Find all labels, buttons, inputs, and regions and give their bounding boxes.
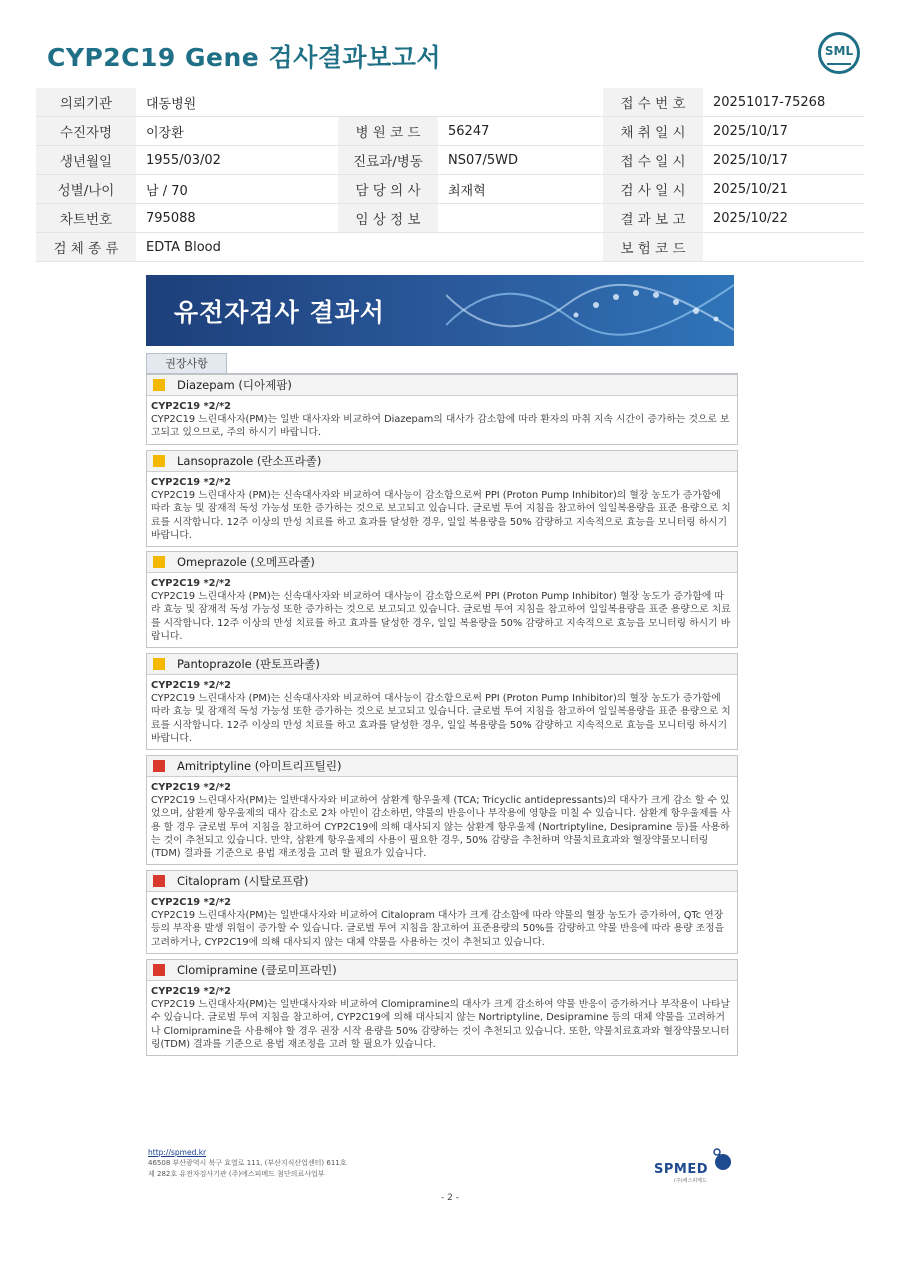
info-row (36, 233, 864, 262)
sml-logo-text: SML (824, 44, 854, 58)
info-label: 검 사 일 시 (603, 175, 703, 204)
info-value: 795088 (136, 204, 338, 233)
result-banner (146, 275, 734, 346)
info-label: 접 수 번 호 (603, 88, 703, 117)
drug-name: Clomipramine (클로미프라민) (177, 963, 337, 977)
genotype: CYP2C19 *2/*2 (151, 782, 231, 793)
genotype: CYP2C19 *2/*2 (151, 401, 231, 412)
warning-marker-icon (153, 875, 165, 887)
caution-marker-icon (153, 455, 165, 467)
info-value: 남 / 70 (136, 175, 338, 204)
drug-box (146, 653, 738, 750)
spmed-brand-sub: (주)에스피메드 (674, 1178, 707, 1184)
info-label: 임 상 정 보 (338, 204, 438, 233)
footer-url[interactable]: http://spmed.kr (148, 1148, 207, 1157)
drug-header (147, 552, 737, 573)
drug-name: Citalopram (시탈로프람) (177, 874, 309, 888)
drug-box (146, 870, 738, 954)
drug-name: Omeprazole (오메프라졸) (177, 555, 315, 569)
drug-box (146, 551, 738, 648)
caution-marker-icon (153, 658, 165, 670)
info-value: 56247 (438, 117, 603, 146)
drug-body (147, 573, 737, 647)
info-label: 성별/나이 (36, 175, 136, 204)
drug-box (146, 450, 738, 547)
info-label: 채 취 일 시 (603, 117, 703, 146)
info-value: 20251017-75268 (703, 88, 864, 117)
info-value: 이장환 (136, 117, 338, 146)
footer-address: 46508 부산광역시 북구 효열로 111, (부산지식산업센터) 611호 (148, 1159, 347, 1167)
info-label: 생년월일 (36, 146, 136, 175)
info-label: 수진자명 (36, 117, 136, 146)
info-row (36, 204, 864, 233)
drug-name: Pantoprazole (판토프라졸) (177, 657, 320, 671)
info-label: 보 험 코 드 (603, 233, 703, 262)
drug-body (147, 396, 737, 444)
footer-info (148, 1147, 347, 1180)
info-label: 진료과/병동 (338, 146, 438, 175)
page-number: - 2 - (441, 1193, 459, 1203)
info-row (36, 117, 864, 146)
drug-header (147, 756, 737, 777)
drug-recommendation-text: CYP2C19 느린대사자(PM)는 일반 대사자와 비교하여 Diazepam의 대사가 감소함에 따라 환자의 마취 지속 시간이 증가하는 것으로 보고되고 있으므로, 주의 하시기 바랍니다. (151, 414, 730, 439)
info-value: NS07/5WD (438, 146, 603, 175)
drug-recommendation-text: CYP2C19 느린대사자(PM)는 일반대사자와 비교하여 Citalopram 대사가 크게 감소함에 따라 약물의 혈장 농도가 증가하여, QTc 연장 등의 부작용 발생 위험이 증가할 수 있습니다. 글로벌 투여 지침을 참고하여 표준용량의 50%를 감량하고 약물 반응에 따라 용량 조정을 고려하거나, CYP2C19에 의해 대사되지 않는 대체 약물을 사용하는 것이 추천되고 있습니다. (151, 910, 725, 948)
info-value (703, 233, 864, 262)
caution-marker-icon (153, 556, 165, 568)
info-label: 접 수 일 시 (603, 146, 703, 175)
report-title: CYP2C19 Gene 검사결과보고서 (47, 43, 441, 72)
drug-header (147, 451, 737, 472)
footer-registration: 제 282호 유전자검사기관 (주)에스피메드 첨단의료사업부 (148, 1170, 325, 1178)
info-label: 의뢰기관 (36, 88, 136, 117)
info-value (438, 204, 603, 233)
info-label: 결 과 보 고 (603, 204, 703, 233)
dna-helix-icon (446, 275, 734, 346)
drug-body (147, 892, 737, 953)
drug-recommendation-text: CYP2C19 느린대사자 (PM)는 신속대사자와 비교하여 대사능이 감소함으로써 PPI (Proton Pump Inhibitor)의 혈장 농도가 증가함에 따라 효능 및 잠재적 독성 가능성 또한 증가하는 것으로 보고되고 있습니다. 글로벌 투여 지침을 참고하여 일일복용량을 표준 용량으로 치료를 시작합니다. 12주 이상의 만성 치료를 하고 효과를 달성한 경우, 일일 복용량을 50% 감량하고 지속적으로 효능을 모니터링 하시기 바랍니다. (151, 490, 731, 541)
banner-title: 유전자검사 결과서 (174, 298, 385, 327)
info-row (36, 175, 864, 204)
warning-marker-icon (153, 760, 165, 772)
drug-recommendation-text: CYP2C19 느린대사자(PM)는 일반대사자와 비교하여 삼환계 항우울제 (TCA; Tricyclic antidepressants)의 대사가 크게 감소 할 수 있었으며, 삼환계 항우울제의 대사 감소로 2차 아민이 감소하면, 약물의 반응이나 부작용에 영향을 미칠 수 있습니다. 삼환계 항우울제를 사용 할 경우 글로벌 투여 지침을 참고하여 CYP2C19에 의해 대사되지 않는 삼환계 항우울제 (Nortriptyline, Desipramine 등)를 사용하는 것이 추천되고 있습니다. 만약, 삼환계 항우울제의 사용이 필요한 경우, 50% 감량을 추천하며 약물치료효과와 혈장약물모니터링(TDM) 결과를 기준으로 용법 재조정을 고려 할 필요가 있습니다. (151, 795, 731, 860)
drug-header (147, 375, 737, 396)
drug-body (147, 981, 737, 1055)
info-row (36, 88, 864, 117)
patient-info-table (36, 88, 864, 262)
drug-recommendation-text: CYP2C19 느린대사자 (PM)는 신속대사자와 비교하여 대사능이 감소함으로써 PPI (Proton Pump Inhibitor)의 혈장 농도가 증가함에 따라 효능 및 잠재적 독성 가능성 또한 증가하는 것으로 보고되고 있습니다. 글로벌 투여 지침을 참고하여 일일복용량을 표준 용량으로 치료를 시작합니다. 12주 이상의 만성 치료를 하고 효과를 달성한 경우, 일일 복용량을 50% 감량하고 지속적으로 효능을 모니터링 하시기 바랍니다. (151, 693, 731, 744)
info-label: 검 체 종 류 (36, 233, 136, 262)
info-value: EDTA Blood (136, 233, 603, 262)
drug-recommendation-text: CYP2C19 느린대사자 (PM)는 신속대사자와 비교하여 대사능이 감소함으로써 PPI (Proton Pump Inhibitor) 혈장 농도가 증가함에 따라 효능 및 잠재적 독성 가능성 또한 증가하는 것으로 보고되고 있습니다. 글로벌 투여 지침을 참고하여 일일복용량을 표준 용량으로 치료를 시작합니다. 12주 이상의 만성 치료를 하고 효과를 달성한 경우, 일일 복용량을 50% 감량하고 지속적으로 효능을 모니터링 하시기 바랍니다. (151, 591, 731, 642)
info-label: 병 원 코 드 (338, 117, 438, 146)
info-value: 대동병원 (136, 88, 603, 117)
info-label: 담 당 의 사 (338, 175, 438, 204)
mouse-icon (710, 1146, 732, 1172)
info-value: 최재혁 (438, 175, 603, 204)
genotype: CYP2C19 *2/*2 (151, 986, 231, 997)
info-value: 2025/10/22 (703, 204, 864, 233)
info-row (36, 146, 864, 175)
drug-body (147, 777, 737, 864)
info-value: 1955/03/02 (136, 146, 338, 175)
caution-marker-icon (153, 379, 165, 391)
drug-name: Amitriptyline (아미트리프틸린) (177, 759, 342, 773)
drug-name: Diazepam (디아제팜) (177, 378, 292, 392)
drug-body (147, 472, 737, 546)
drug-box (146, 374, 738, 445)
info-value: 2025/10/21 (703, 175, 864, 204)
drug-recommendation-text: CYP2C19 느린대사자(PM)는 일반대사자와 비교하여 Clomipramine의 대사가 크게 감소하여 약물 반응이 증가하거나 부작용이 나타날 수 있습니다. 글로벌 투여 지침을 참고하여, CYP2C19에 의해 대사되지 않는 Nortriptyline, Desipramine 등의 대체 약물을 고려하거나 Clomipramine을 사용해야 할 경우 권장 시작 용량을 50% 감량하는 것이 추천되고 있습니다. 또한, 약물치료효과와 혈장약물모니터링(TDM) 결과를 기준으로 용법 재조정을 고려 할 필요가 있습니다. (151, 999, 730, 1050)
spmed-logo (654, 1146, 734, 1186)
sml-logo (818, 32, 860, 74)
info-label: 차트번호 (36, 204, 136, 233)
info-value: 2025/10/17 (703, 117, 864, 146)
drug-box (146, 959, 738, 1056)
warning-marker-icon (153, 964, 165, 976)
drug-box (146, 755, 738, 865)
drug-body (147, 675, 737, 749)
spmed-brand: SPMED (654, 1162, 708, 1177)
genotype: CYP2C19 *2/*2 (151, 477, 231, 488)
genotype: CYP2C19 *2/*2 (151, 578, 231, 589)
recommendation-tab: 권장사항 (146, 353, 227, 374)
drug-header (147, 871, 737, 892)
genotype: CYP2C19 *2/*2 (151, 680, 231, 691)
drug-header (147, 654, 737, 675)
drug-name: Lansoprazole (란소프라졸) (177, 454, 322, 468)
info-value: 2025/10/17 (703, 146, 864, 175)
genotype: CYP2C19 *2/*2 (151, 897, 231, 908)
drug-header (147, 960, 737, 981)
